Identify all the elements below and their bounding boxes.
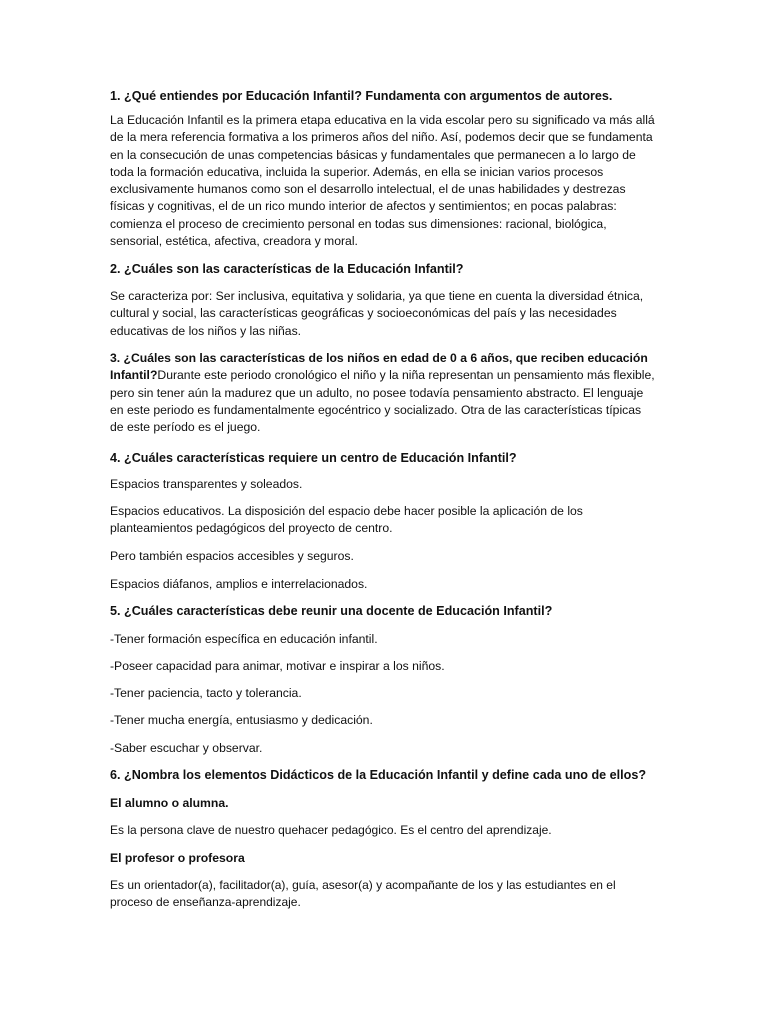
question-2: 2. ¿Cuáles son las características de la Educación Infantil? — [110, 262, 464, 276]
answer-4-item: Espacios diáfanos, amplios e interrelacionados. — [110, 577, 368, 591]
question-4: 4. ¿Cuáles características requiere un centro de Educación Infantil? — [110, 451, 517, 465]
answer-4-item: Espacios educativos. La disposición del espacio debe hacer posible la aplicación de los planteamientos pedagógicos del proyecto de centro. — [110, 504, 583, 536]
answer-5-item: -Tener paciencia, tacto y tolerancia. — [110, 686, 302, 700]
answer-3: Durante este periodo cronológico el niño y la niña representan un pensamiento más flexible, pero sin tener aún la madurez que un adulto, no posee todavía pensamiento abstracto. El lenguaje en este periodo es fundamentalmente egocéntrico y socializado. Otra de las características típicas de este período es el juego. — [110, 368, 655, 435]
question-3-text: 3. ¿Cuáles son las características de los niños en edad de 0 a 6 años, que reciben educación Infantil? — [110, 351, 648, 383]
element-heading: El profesor o profesora — [110, 851, 245, 865]
question-1: 1. ¿Qué entiendes por Educación Infantil? Fundamenta con argumentos de autores. — [110, 89, 613, 103]
answer-5-item: -Tener mucha energía, entusiasmo y dedicación. — [110, 713, 373, 727]
question-6: 6. ¿Nombra los elementos Didácticos de la Educación Infantil y define cada uno de ellos? — [110, 768, 647, 782]
answer-5-item: -Saber escuchar y observar. — [110, 741, 263, 755]
answer-1: La Educación Infantil es la primera etapa educativa en la vida escolar pero su significado va más allá de la mera referencia formativa a los primeros años del niño. Así, podemos decir que se fundamenta en la consecución de unas competencias básicas y fundamentales que permanecen a lo largo de toda la formación educativa, incluida la superior. Además, en ella se inician varios procesos exclusivamente humanos como son el desarrollo intelectual, el de unas habilidades y destrezas físicas y cognitivas, el de un rico mundo interior de afectos y sentimientos; en pocas palabras: comienza el proceso de crecimiento personal en todas sus dimensiones: racional, biológica, sensorial, estética, afectiva, creadora y moral. — [110, 113, 655, 249]
answer-4-item: Espacios transparentes y soleados. — [110, 477, 303, 491]
answer-5-item: -Poseer capacidad para animar, motivar e inspirar a los niños. — [110, 659, 445, 673]
answer-5-item: -Tener formación específica en educación infantil. — [110, 632, 378, 646]
element-heading: El alumno o alumna. — [110, 796, 229, 810]
element-definition: Es la persona clave de nuestro quehacer pedagógico. Es el centro del aprendizaje. — [110, 823, 552, 837]
answer-4-item: Pero también espacios accesibles y seguros. — [110, 549, 354, 563]
question-5: 5. ¿Cuáles características debe reunir una docente de Educación Infantil? — [110, 604, 553, 618]
answer-2: Se caracteriza por: Ser inclusiva, equitativa y solidaria, ya que tiene en cuenta la diversidad étnica, cultural y social, las características geográficas y socioeconómicas del país y las necesidades educativas de los niños y las niñas. — [110, 289, 644, 338]
question-3 — [110, 350, 658, 436]
element-definition: Es un orientador(a), facilitador(a), guía, asesor(a) y acompañante de los y las estudiantes en el proceso de enseñanza-aprendizaje. — [110, 878, 616, 910]
